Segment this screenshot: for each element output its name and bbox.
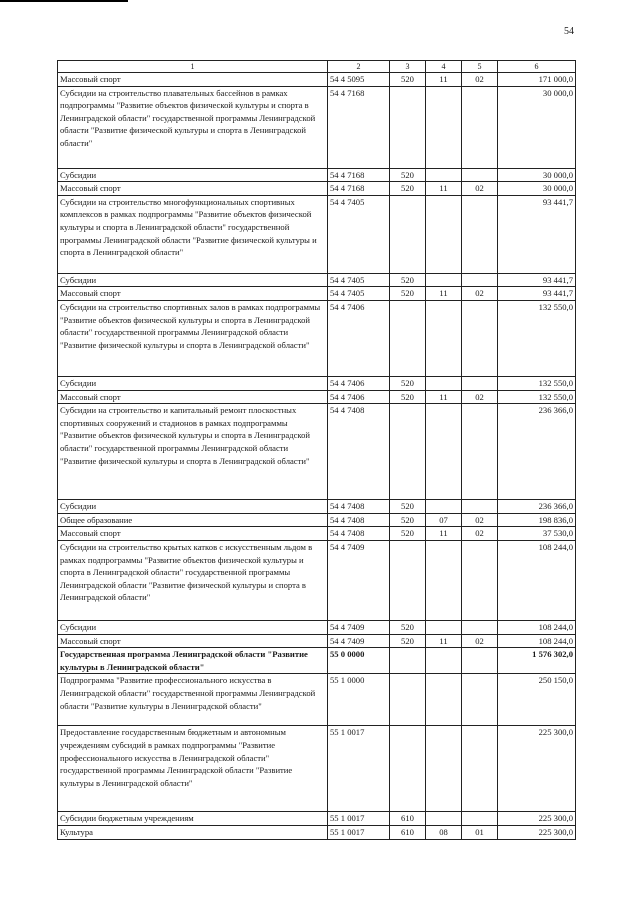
expense-type-code: 520: [390, 527, 426, 541]
scan-edge-mark: [0, 0, 128, 2]
section-code: 08: [426, 825, 462, 839]
subsection-code: [462, 195, 498, 273]
expense-type-code: 520: [390, 620, 426, 634]
row-name: Культура: [58, 825, 328, 839]
amount: 1 576 302,0: [498, 648, 576, 674]
target-article-code: 54 4 7168: [328, 182, 390, 196]
subsection-code: 02: [462, 287, 498, 301]
row-name: Подпрограмма "Развитие профессионального искусства в Ленинградской области" государственной программы Ленинградской области "Развитие культуры в Ленинградской области": [58, 674, 328, 726]
section-code: [426, 674, 462, 726]
table-row: [58, 195, 576, 273]
row-name: Массовый спорт: [58, 182, 328, 196]
column-header: 1: [58, 61, 328, 73]
amount: 225 300,0: [498, 825, 576, 839]
target-article-code: 54 4 7168: [328, 168, 390, 182]
expense-type-code: [390, 86, 426, 168]
section-code: [426, 500, 462, 514]
table-row: [58, 513, 576, 527]
table-row: [58, 404, 576, 500]
row-name: Предоставление государственным бюджетным и автономным учреждениям субсидий в рамках подпрограммы "Развитие профессионального искусства в Ленинградской области" государственной программы Ленинградской области "Развитие культуры в Ленинградской области": [58, 726, 328, 812]
section-code: [426, 726, 462, 812]
column-header: 6: [498, 61, 576, 73]
amount: 132 550,0: [498, 376, 576, 390]
expense-type-code: 520: [390, 287, 426, 301]
amount: 132 550,0: [498, 300, 576, 376]
row-name: Субсидии: [58, 273, 328, 287]
target-article-code: 54 4 7406: [328, 300, 390, 376]
row-name: Субсидии на строительство плавательных бассейнов в рамках подпрограммы "Развитие объектов физической культуры и спорта в Ленинградской области" государственной программы Ленинградской области "Развитие физической культуры и спорта в Ленинградской области": [58, 86, 328, 168]
table-row: [58, 376, 576, 390]
target-article-code: 55 1 0017: [328, 726, 390, 812]
amount: 171 000,0: [498, 73, 576, 87]
target-article-code: 54 4 7409: [328, 540, 390, 620]
target-article-code: 55 1 0017: [328, 825, 390, 839]
row-name: Субсидии на строительство крытых катков с искусственным льдом в рамках подпрограммы "Развитие объектов физической культуры и спорта в Ленинградской области" государственной программы Ленинградской области "Развитие физической культуры и спорта в Ленинградской области": [58, 540, 328, 620]
target-article-code: 54 4 7406: [328, 390, 390, 404]
expense-type-code: [390, 648, 426, 674]
section-code: 11: [426, 73, 462, 87]
subsection-code: [462, 273, 498, 287]
table-row: [58, 634, 576, 648]
expense-type-code: 520: [390, 500, 426, 514]
target-article-code: 54 4 7408: [328, 404, 390, 500]
row-name: Субсидии: [58, 168, 328, 182]
row-name: Массовый спорт: [58, 73, 328, 87]
subsection-code: [462, 376, 498, 390]
subsection-code: [462, 540, 498, 620]
target-article-code: 54 4 7408: [328, 527, 390, 541]
subsection-code: 02: [462, 527, 498, 541]
target-article-code: 54 4 7409: [328, 634, 390, 648]
expense-type-code: 520: [390, 634, 426, 648]
section-code: [426, 404, 462, 500]
row-name: Государственная программа Ленинградской области "Развитие культуры в Ленинградской области": [58, 648, 328, 674]
amount: 37 530,0: [498, 527, 576, 541]
section-code: [426, 86, 462, 168]
amount: 30 000,0: [498, 182, 576, 196]
column-header: 4: [426, 61, 462, 73]
target-article-code: 54 4 7408: [328, 513, 390, 527]
expense-type-code: 520: [390, 182, 426, 196]
table-row: [58, 182, 576, 196]
expense-type-code: [390, 540, 426, 620]
subsection-code: 01: [462, 825, 498, 839]
subsection-code: [462, 726, 498, 812]
row-name: Субсидии на строительство спортивных залов в рамках подпрограммы "Развитие объектов физической культуры и спорта в Ленинградской области" государственной программы Ленинградской области "Развитие физической культуры и спорта в Ленинградской области": [58, 300, 328, 376]
amount: 30 000,0: [498, 86, 576, 168]
row-name: Массовый спорт: [58, 390, 328, 404]
expense-type-code: [390, 674, 426, 726]
amount: 236 366,0: [498, 404, 576, 500]
subsection-code: 02: [462, 634, 498, 648]
amount: 250 150,0: [498, 674, 576, 726]
expense-type-code: 520: [390, 376, 426, 390]
amount: 198 836,0: [498, 513, 576, 527]
amount: 132 550,0: [498, 390, 576, 404]
section-code: [426, 648, 462, 674]
row-name: Субсидии на строительство и капитальный ремонт плоскостных спортивных сооружений и стадионов в рамках подпрограммы "Развитие объектов физической культуры и спорта в Ленинградской области" государственной программы Ленинградской области "Развитие физической культуры и спорта в Ленинградской области": [58, 404, 328, 500]
table-row: [58, 812, 576, 826]
subsection-code: [462, 300, 498, 376]
amount: 93 441,7: [498, 273, 576, 287]
table-row: [58, 390, 576, 404]
subsection-code: [462, 648, 498, 674]
section-code: [426, 540, 462, 620]
row-name: Массовый спорт: [58, 527, 328, 541]
expense-type-code: [390, 195, 426, 273]
page-number: 54: [564, 26, 574, 37]
table-row: [58, 726, 576, 812]
section-code: [426, 300, 462, 376]
table-row: [58, 527, 576, 541]
target-article-code: 54 4 7405: [328, 195, 390, 273]
column-number-row: [58, 61, 576, 73]
table-row: [58, 500, 576, 514]
expense-type-code: 610: [390, 825, 426, 839]
subsection-code: [462, 812, 498, 826]
row-name: Субсидии: [58, 500, 328, 514]
section-code: [426, 168, 462, 182]
table-row: [58, 86, 576, 168]
expense-type-code: [390, 404, 426, 500]
section-code: 11: [426, 287, 462, 301]
row-name: Субсидии на строительство многофункциональных спортивных комплексов в рамках подпрограммы "Развитие объектов физической культуры и спорта в Ленинградской области" государственной программы Ленинградской области "Развитие физической культуры и спорта в Ленинградской области": [58, 195, 328, 273]
amount: 236 366,0: [498, 500, 576, 514]
table-row: [58, 287, 576, 301]
section-code: 07: [426, 513, 462, 527]
row-name: Субсидии бюджетным учреждениям: [58, 812, 328, 826]
subsection-code: 02: [462, 73, 498, 87]
section-code: [426, 812, 462, 826]
subsection-code: [462, 168, 498, 182]
target-article-code: 54 4 7406: [328, 376, 390, 390]
subsection-code: [462, 620, 498, 634]
subsection-code: 02: [462, 182, 498, 196]
amount: 225 300,0: [498, 726, 576, 812]
amount: 108 244,0: [498, 620, 576, 634]
subsection-code: [462, 674, 498, 726]
amount: 93 441,7: [498, 195, 576, 273]
subsection-code: [462, 86, 498, 168]
expense-type-code: 520: [390, 168, 426, 182]
table-row: [58, 300, 576, 376]
amount: 108 244,0: [498, 540, 576, 620]
target-article-code: 55 0 0000: [328, 648, 390, 674]
expense-type-code: 520: [390, 513, 426, 527]
section-code: [426, 273, 462, 287]
budget-table: [57, 60, 576, 840]
table-row: [58, 540, 576, 620]
target-article-code: 54 4 7409: [328, 620, 390, 634]
section-code: 11: [426, 182, 462, 196]
amount: 30 000,0: [498, 168, 576, 182]
table-row: [58, 168, 576, 182]
column-header: 2: [328, 61, 390, 73]
table-row: [58, 620, 576, 634]
section-code: [426, 620, 462, 634]
target-article-code: 54 4 7405: [328, 287, 390, 301]
expense-type-code: 520: [390, 390, 426, 404]
table-row: [58, 648, 576, 674]
target-article-code: 54 4 7405: [328, 273, 390, 287]
table-row: [58, 273, 576, 287]
subsection-code: 02: [462, 513, 498, 527]
target-article-code: 55 1 0000: [328, 674, 390, 726]
subsection-code: 02: [462, 390, 498, 404]
target-article-code: 54 4 5095: [328, 73, 390, 87]
amount: 93 441,7: [498, 287, 576, 301]
amount: 225 300,0: [498, 812, 576, 826]
column-header: 5: [462, 61, 498, 73]
table-row: [58, 73, 576, 87]
expense-type-code: [390, 300, 426, 376]
target-article-code: 54 4 7408: [328, 500, 390, 514]
target-article-code: 55 1 0017: [328, 812, 390, 826]
target-article-code: 54 4 7168: [328, 86, 390, 168]
section-code: 11: [426, 390, 462, 404]
amount: 108 244,0: [498, 634, 576, 648]
row-name: Массовый спорт: [58, 634, 328, 648]
row-name: Субсидии: [58, 620, 328, 634]
expense-type-code: 520: [390, 273, 426, 287]
subsection-code: [462, 500, 498, 514]
table-row: [58, 825, 576, 839]
row-name: Массовый спорт: [58, 287, 328, 301]
row-name: Общее образование: [58, 513, 328, 527]
expense-type-code: 610: [390, 812, 426, 826]
section-code: [426, 195, 462, 273]
table-row: [58, 674, 576, 726]
expense-type-code: [390, 726, 426, 812]
section-code: [426, 376, 462, 390]
subsection-code: [462, 404, 498, 500]
section-code: 11: [426, 634, 462, 648]
row-name: Субсидии: [58, 376, 328, 390]
expense-type-code: 520: [390, 73, 426, 87]
section-code: 11: [426, 527, 462, 541]
column-header: 3: [390, 61, 426, 73]
